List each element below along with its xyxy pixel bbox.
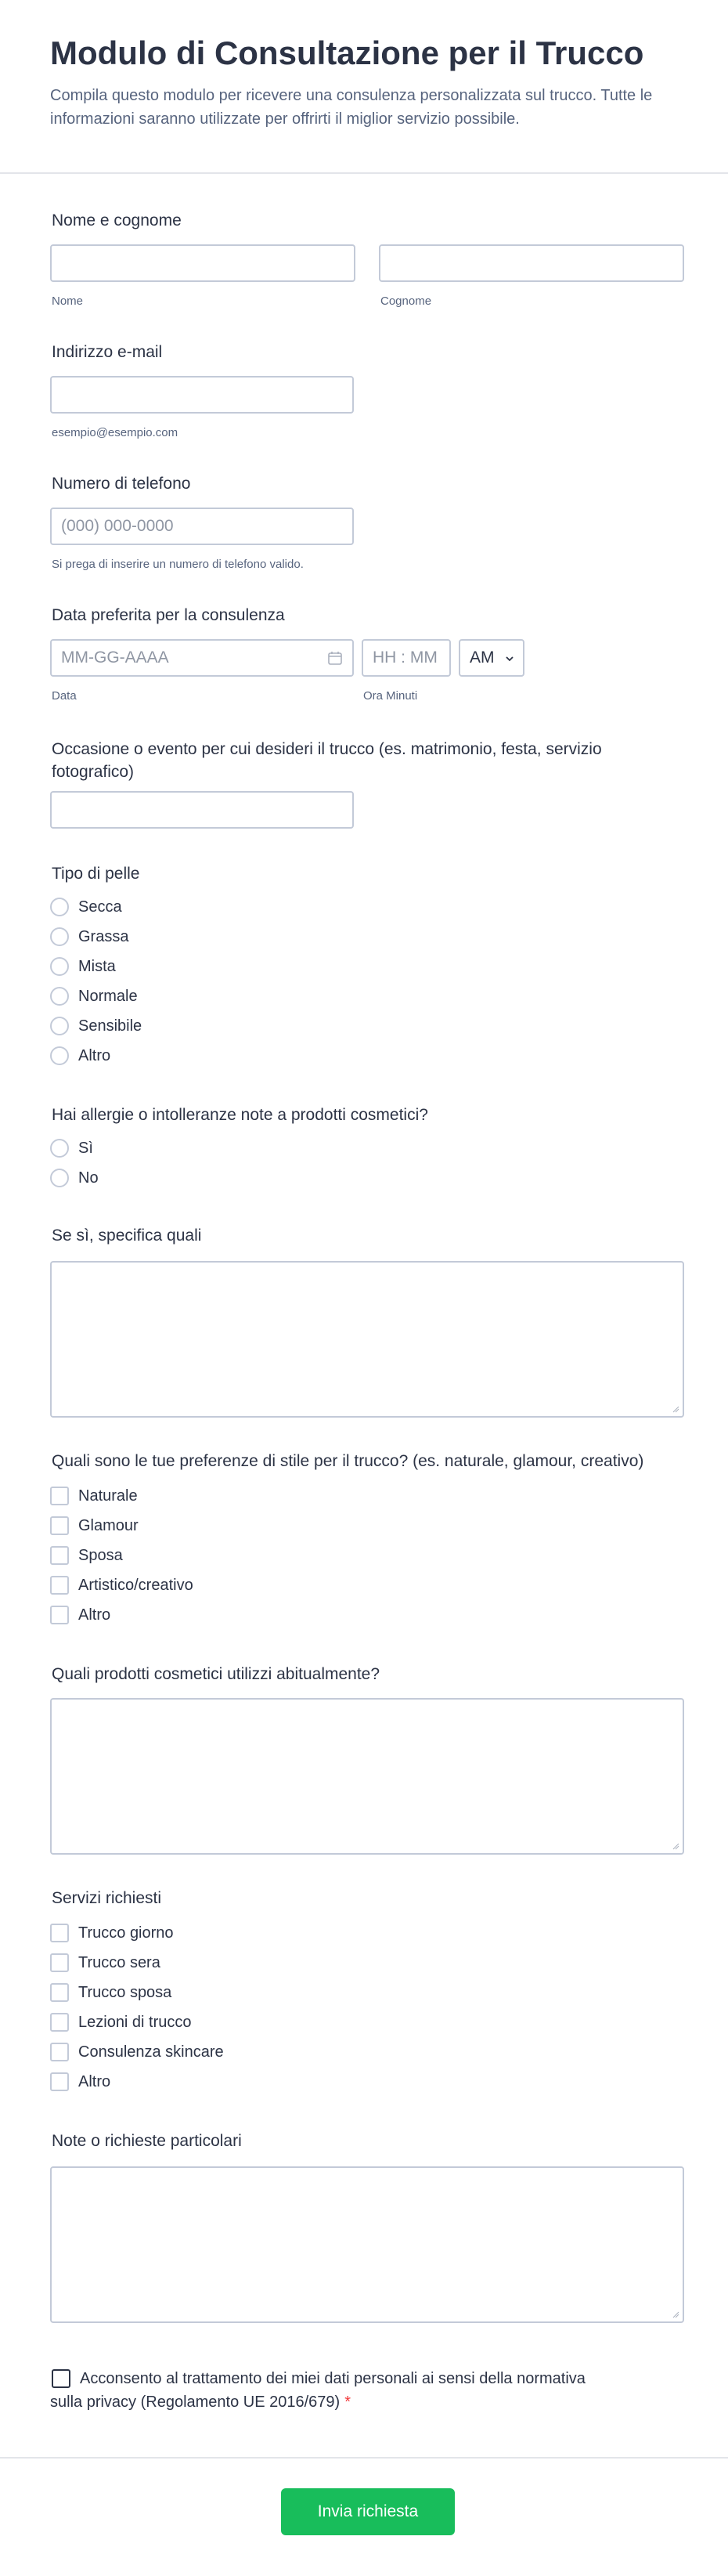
date-label: Data preferita per la consulenza xyxy=(52,606,285,624)
services-label: Servizi richiesti xyxy=(52,1889,162,1907)
style-label: Quali sono le tue preferenze di stile per il trucco? (es. naturale, glamour, creativo) xyxy=(52,1452,644,1470)
checkbox[interactable] xyxy=(50,2013,69,2032)
radio-button[interactable] xyxy=(50,1046,69,1065)
products-textarea[interactable] xyxy=(50,1698,684,1855)
form-header xyxy=(0,0,728,174)
date-sublabel: Data xyxy=(52,689,77,703)
allergy-detail-label: Se sì, specifica quali xyxy=(52,1227,202,1245)
checkbox-option-skincare[interactable]: Consulenza skincare xyxy=(50,2041,224,2063)
checkbox-option-altro-servizi[interactable]: Altro xyxy=(50,2071,110,2093)
radio-button[interactable] xyxy=(50,957,69,976)
page-title: Modulo di Consultazione per il Trucco xyxy=(50,34,644,71)
checkbox-option-trucco-giorno[interactable]: Trucco giorno xyxy=(50,1922,174,1944)
checkbox-option-trucco-sera[interactable]: Trucco sera xyxy=(50,1952,160,1974)
radio-button[interactable] xyxy=(50,898,69,916)
radio-option-secca[interactable]: Secca xyxy=(50,896,122,918)
checkbox[interactable] xyxy=(50,1606,69,1624)
resize-grip-icon[interactable] xyxy=(672,1405,679,1413)
submit-button[interactable]: Invia richiesta xyxy=(281,2488,455,2535)
chevron-down-icon xyxy=(504,653,515,664)
email-sublabel: esempio@esempio.com xyxy=(52,426,178,439)
phone-sublabel: Si prega di inserire un numero di telefono valido. xyxy=(52,558,304,571)
email-input[interactable] xyxy=(50,376,354,414)
radio-option-normale[interactable]: Normale xyxy=(50,985,138,1007)
radio-button[interactable] xyxy=(50,987,69,1006)
checkbox-option-artistico[interactable]: Artistico/creativo xyxy=(50,1574,193,1596)
first-name-input[interactable] xyxy=(50,244,355,282)
skin-type-label: Tipo di pelle xyxy=(52,865,140,883)
checkbox[interactable] xyxy=(50,2043,69,2061)
radio-option-sensibile[interactable]: Sensibile xyxy=(50,1015,142,1037)
radio-option-si[interactable]: Sì xyxy=(50,1137,93,1159)
checkbox-option-lezioni[interactable]: Lezioni di trucco xyxy=(50,2011,192,2033)
checkbox[interactable] xyxy=(50,1953,69,1972)
resize-grip-icon[interactable] xyxy=(672,2310,679,2318)
checkbox[interactable] xyxy=(50,2072,69,2091)
radio-button[interactable] xyxy=(50,1139,69,1158)
phone-input[interactable]: (000) 000-0000 xyxy=(50,508,354,545)
checkbox[interactable] xyxy=(50,1924,69,1942)
notes-textarea[interactable] xyxy=(50,2166,684,2323)
checkbox[interactable] xyxy=(50,1516,69,1535)
checkbox-option-trucco-sposa[interactable]: Trucco sposa xyxy=(50,1982,171,2003)
checkbox-option-glamour[interactable]: Glamour xyxy=(50,1515,139,1537)
last-name-input[interactable] xyxy=(379,244,684,282)
ampm-select[interactable] xyxy=(459,639,524,677)
radio-button[interactable] xyxy=(50,1017,69,1035)
radio-option-mista[interactable]: Mista xyxy=(50,956,116,977)
required-mark: * xyxy=(344,2394,351,2411)
radio-option-altro[interactable]: Altro xyxy=(50,1045,110,1067)
checkbox[interactable] xyxy=(50,1546,69,1565)
calendar-icon[interactable] xyxy=(327,650,343,666)
allergy-label: Hai allergie o intolleranze note a prodotti cosmetici? xyxy=(52,1106,428,1124)
email-label: Indirizzo e-mail xyxy=(52,343,163,361)
radio-button[interactable] xyxy=(50,927,69,946)
last-name-sublabel: Cognome xyxy=(380,294,432,308)
radio-button[interactable] xyxy=(50,1169,69,1187)
date-placeholder: MM-GG-AAAA xyxy=(61,649,169,667)
form-footer xyxy=(0,2457,728,2576)
date-input[interactable] xyxy=(50,639,354,677)
radio-option-no[interactable]: No xyxy=(50,1167,99,1189)
checkbox-option-sposa[interactable]: Sposa xyxy=(50,1545,123,1566)
radio-option-grassa[interactable]: Grassa xyxy=(50,926,128,948)
consent-label: Acconsento al trattamento dei miei dati personali ai sensi della normativa sulla privacy (Regolamento UE 2016/679) * xyxy=(50,2370,586,2411)
occasion-label: Occasione o evento per cui desideri il trucco (es. matrimonio, festa, servizio fotografico) xyxy=(52,740,602,781)
name-label: Nome e cognome xyxy=(52,211,182,229)
notes-label: Note o richieste particolari xyxy=(52,2132,242,2150)
checkbox-option-naturale[interactable]: Naturale xyxy=(50,1485,138,1507)
occasion-input[interactable] xyxy=(50,791,354,829)
checkbox-option-altro[interactable]: Altro xyxy=(50,1604,110,1626)
resize-grip-icon[interactable] xyxy=(672,1842,679,1850)
time-input[interactable]: HH : MM xyxy=(362,639,451,677)
checkbox[interactable] xyxy=(50,1983,69,2002)
page-subtitle: Compila questo modulo per ricevere una consulenza personalizzata sul trucco. Tutte le informazioni saranno utilizzate per offrirti il miglior servizio possibile. xyxy=(50,87,653,128)
first-name-sublabel: Nome xyxy=(52,294,84,308)
phone-label: Numero di telefono xyxy=(52,475,191,493)
ampm-value: AM xyxy=(470,649,495,667)
time-sublabel: Ora Minuti xyxy=(363,689,418,703)
checkbox[interactable] xyxy=(50,1576,69,1595)
allergy-detail-textarea[interactable] xyxy=(50,1261,684,1418)
checkbox[interactable] xyxy=(50,1487,69,1505)
products-label: Quali prodotti cosmetici utilizzi abitualmente? xyxy=(52,1665,380,1683)
